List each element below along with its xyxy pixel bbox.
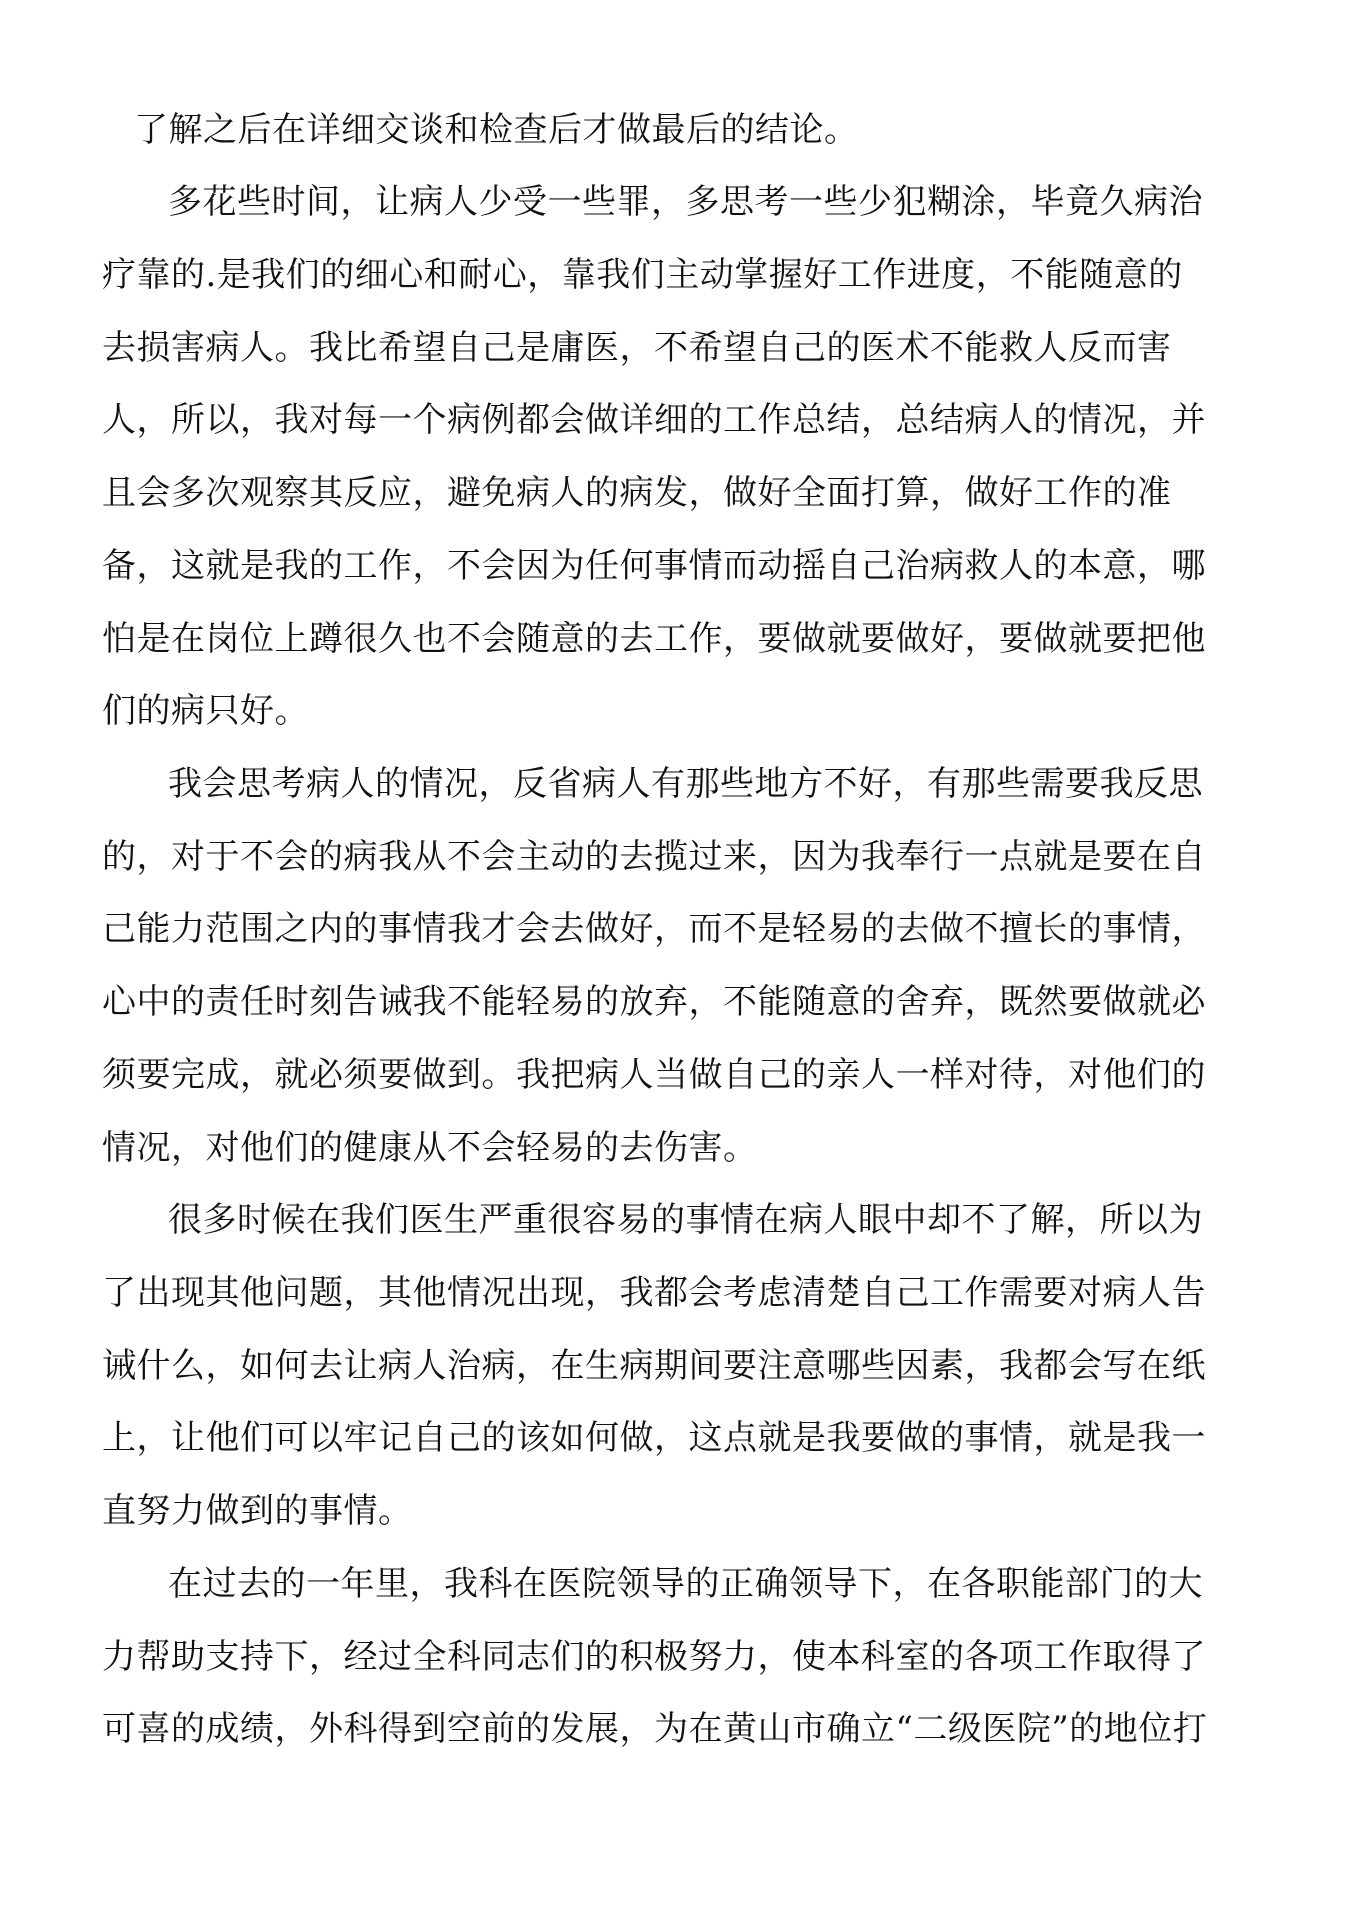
text-line: 人，所以，我对每一个病例都会做详细的工作总结，总结病人的情况，并 (102, 400, 1206, 440)
text-line: 须要完成，就必须要做到。我把病人当做自己的亲人一样对待，对他们的 (102, 1055, 1206, 1095)
text-line: 且会多次观察其反应，避免病人的病发，做好全面打算，做好工作的准 (102, 473, 1172, 513)
text-line: 怕是在岗位上蹲很久也不会随意的去工作，要做就要做好，要做就要把他 (102, 619, 1206, 659)
text-line: 了解之后在详细交谈和检查后才做最后的结论。 (134, 110, 859, 150)
text-line: 疗靠的.是我们的细心和耐心，靠我们主动掌握好工作进度，不能随意的 (102, 255, 1183, 295)
text-line: 备，这就是我的工作，不会因为任何事情而动摇自己治病救人的本意，哪 (102, 546, 1206, 586)
paragraph-first-line: 在过去的一年里，我科在医院领导的正确领导下，在各职能部门的大 (168, 1564, 1203, 1604)
text-line: 可喜的成绩，外科得到空前的发展，为在黄山市确立“二级医院”的地位打 (102, 1709, 1208, 1749)
paragraph-first-line: 很多时候在我们医生严重很容易的事情在病人眼中却不了解，所以为 (168, 1200, 1203, 1240)
text-line: 情况，对他们的健康从不会轻易的去伤害。 (102, 1128, 758, 1168)
paragraph-first-line: 多花些时间，让病人少受一些罪，多思考一些少犯糊涂，毕竟久病治 (168, 182, 1203, 222)
text-line: 力帮助支持下，经过全科同志们的积极努力，使本科室的各项工作取得了 (102, 1637, 1206, 1677)
text-line: 去损害病人。我比希望自己是庸医，不希望自己的医术不能救人反而害 (102, 328, 1172, 368)
text-line: 的，对于不会的病我从不会主动的去揽过来，因为我奉行一点就是要在自 (102, 837, 1206, 877)
paragraph-first-line: 我会思考病人的情况，反省病人有那些地方不好，有那些需要我反思 (168, 764, 1203, 804)
text-line: 上，让他们可以牢记自己的该如何做，这点就是我要做的事情，就是我一 (102, 1418, 1206, 1458)
text-line: 直努力做到的事情。 (102, 1491, 413, 1531)
text-line: 诫什么，如何去让病人治病，在生病期间要注意哪些因素，我都会写在纸 (102, 1346, 1206, 1386)
text-line: 心中的责任时刻告诫我不能轻易的放弃，不能随意的舍弃，既然要做就必 (102, 982, 1206, 1022)
text-line: 们的病只好。 (102, 691, 309, 731)
text-line: 了出现其他问题，其他情况出现，我都会考虑清楚自己工作需要对病人告 (102, 1273, 1206, 1313)
text-line: 己能力范围之内的事情我才会去做好，而不是轻易的去做不擅长的事情， (102, 909, 1206, 949)
